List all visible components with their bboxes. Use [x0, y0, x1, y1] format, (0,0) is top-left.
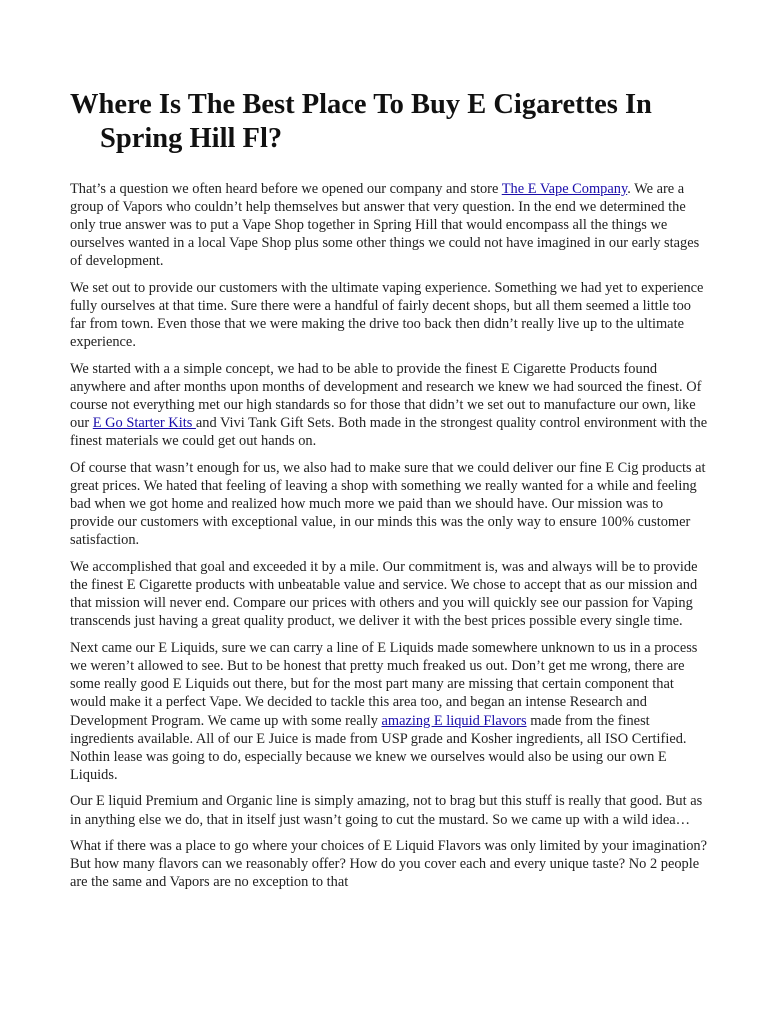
paragraph-3-text-before: We started with a a simple concept, we had to be able to provide the finest E Cigarette Products found anywhere and after months upon months of development and research we knew we had sourced the finest. Of course not everything met our high standards so for those that didn’t we set out to manufacture our own, like our	[70, 361, 702, 432]
document-page	[70, 88, 710, 900]
e-go-starter-kits-link[interactable]: E Go Starter Kits	[92, 415, 196, 432]
paragraph-3	[70, 360, 710, 450]
paragraph-1-text-before: That’s a question we often heard before we opened our company and store	[70, 181, 502, 197]
paragraph-5: We accomplished that goal and exceeded it by a mile. Our commitment is, was and always will be to provide the finest E Cigarette products with unbeatable value and service. We chose to accept that as our mission and that mission will never end. Compare our prices with others and you will quickly see our passion for Vaping transcends just having a great quality product, we deliver it with the best prices possible every single time.	[70, 559, 698, 630]
paragraph-6-text-after: made from the finest ingredients available. All of our E Juice is made from USP grade and Kosher ingredients, all ISO Certified. Nothin lease was going to do, especially because we knew we ourselves would also be using our own E Liquids.	[70, 712, 687, 783]
paragraph-4: Of course that wasn’t enough for us, we also had to make sure that we could deliver our fine E Cig products at great prices. We hated that feeling of leaving a shop with something we really wanted for a while and feeling bad when we got home and realized how much more we paid than we should have. Our mission was to provide our customers with exceptional value, in our minds this was the only way to ensure 100% customer satisfaction.	[70, 460, 706, 549]
paragraph-6-text-before: Next came our E Liquids, sure we can carry a line of E Liquids made somewhere unknown to us in a process we weren’t allowed to see. But to be honest that pretty much freaked us out. Don’t get me wrong, there are some really good E Liquids out there, but for the most part many are missing that certain component that would make it a perfect Vape. We decided to tackle this area too, and began an intense Research and Development Program. We came up with some really	[70, 640, 698, 729]
paragraph-1-text-after: . We are a group of Vapors who couldn’t help themselves but answer that very question. In the end we determined the only true answer was to put a Vape Shop together in Spring Hill that would encompass all the things we ourselves wanted in a local Vape Shop plus some other things we could not have imagined in our early stages of development.	[70, 181, 700, 270]
paragraph-1	[70, 180, 710, 270]
paragraph-6	[70, 639, 710, 784]
paragraph-7: Our E liquid Premium and Organic line is simply amazing, not to brag but this stuff is really that good. But as in anything else we do, that in itself just wasn’t going to cut the mustard. So we came up with a wild idea…	[70, 793, 703, 828]
amazing-e-liquid-flavors-link[interactable]: amazing E liquid Flavors	[381, 712, 527, 729]
paragraph-8: What if there was a place to go where your choices of E Liquid Flavors was only limited by your imagination? But how many flavors can we reasonably offer? How do you cover each and every unique taste? No 2 people are the same and Vapors are no exception to that	[70, 838, 708, 891]
page-title: Where Is The Best Place To Buy E Cigarettes In Spring Hill Fl?	[70, 89, 652, 154]
paragraph-2: We set out to provide our customers with the ultimate vaping experience. Something we had yet to experience fully ourselves at that time. Sure there were a handful of fairly decent shops, but all them seemed a little too far from town. Even those that we were making the drive too back then didn’t really live up to the ultimate experience.	[70, 280, 704, 351]
the-e-vape-company-link[interactable]: The E Vape Company	[501, 181, 628, 197]
paragraph-3-text-after: and Vivi Tank Gift Sets. Both made in the strongest quality control environment with the finest materials we could get out hands on.	[70, 415, 708, 450]
